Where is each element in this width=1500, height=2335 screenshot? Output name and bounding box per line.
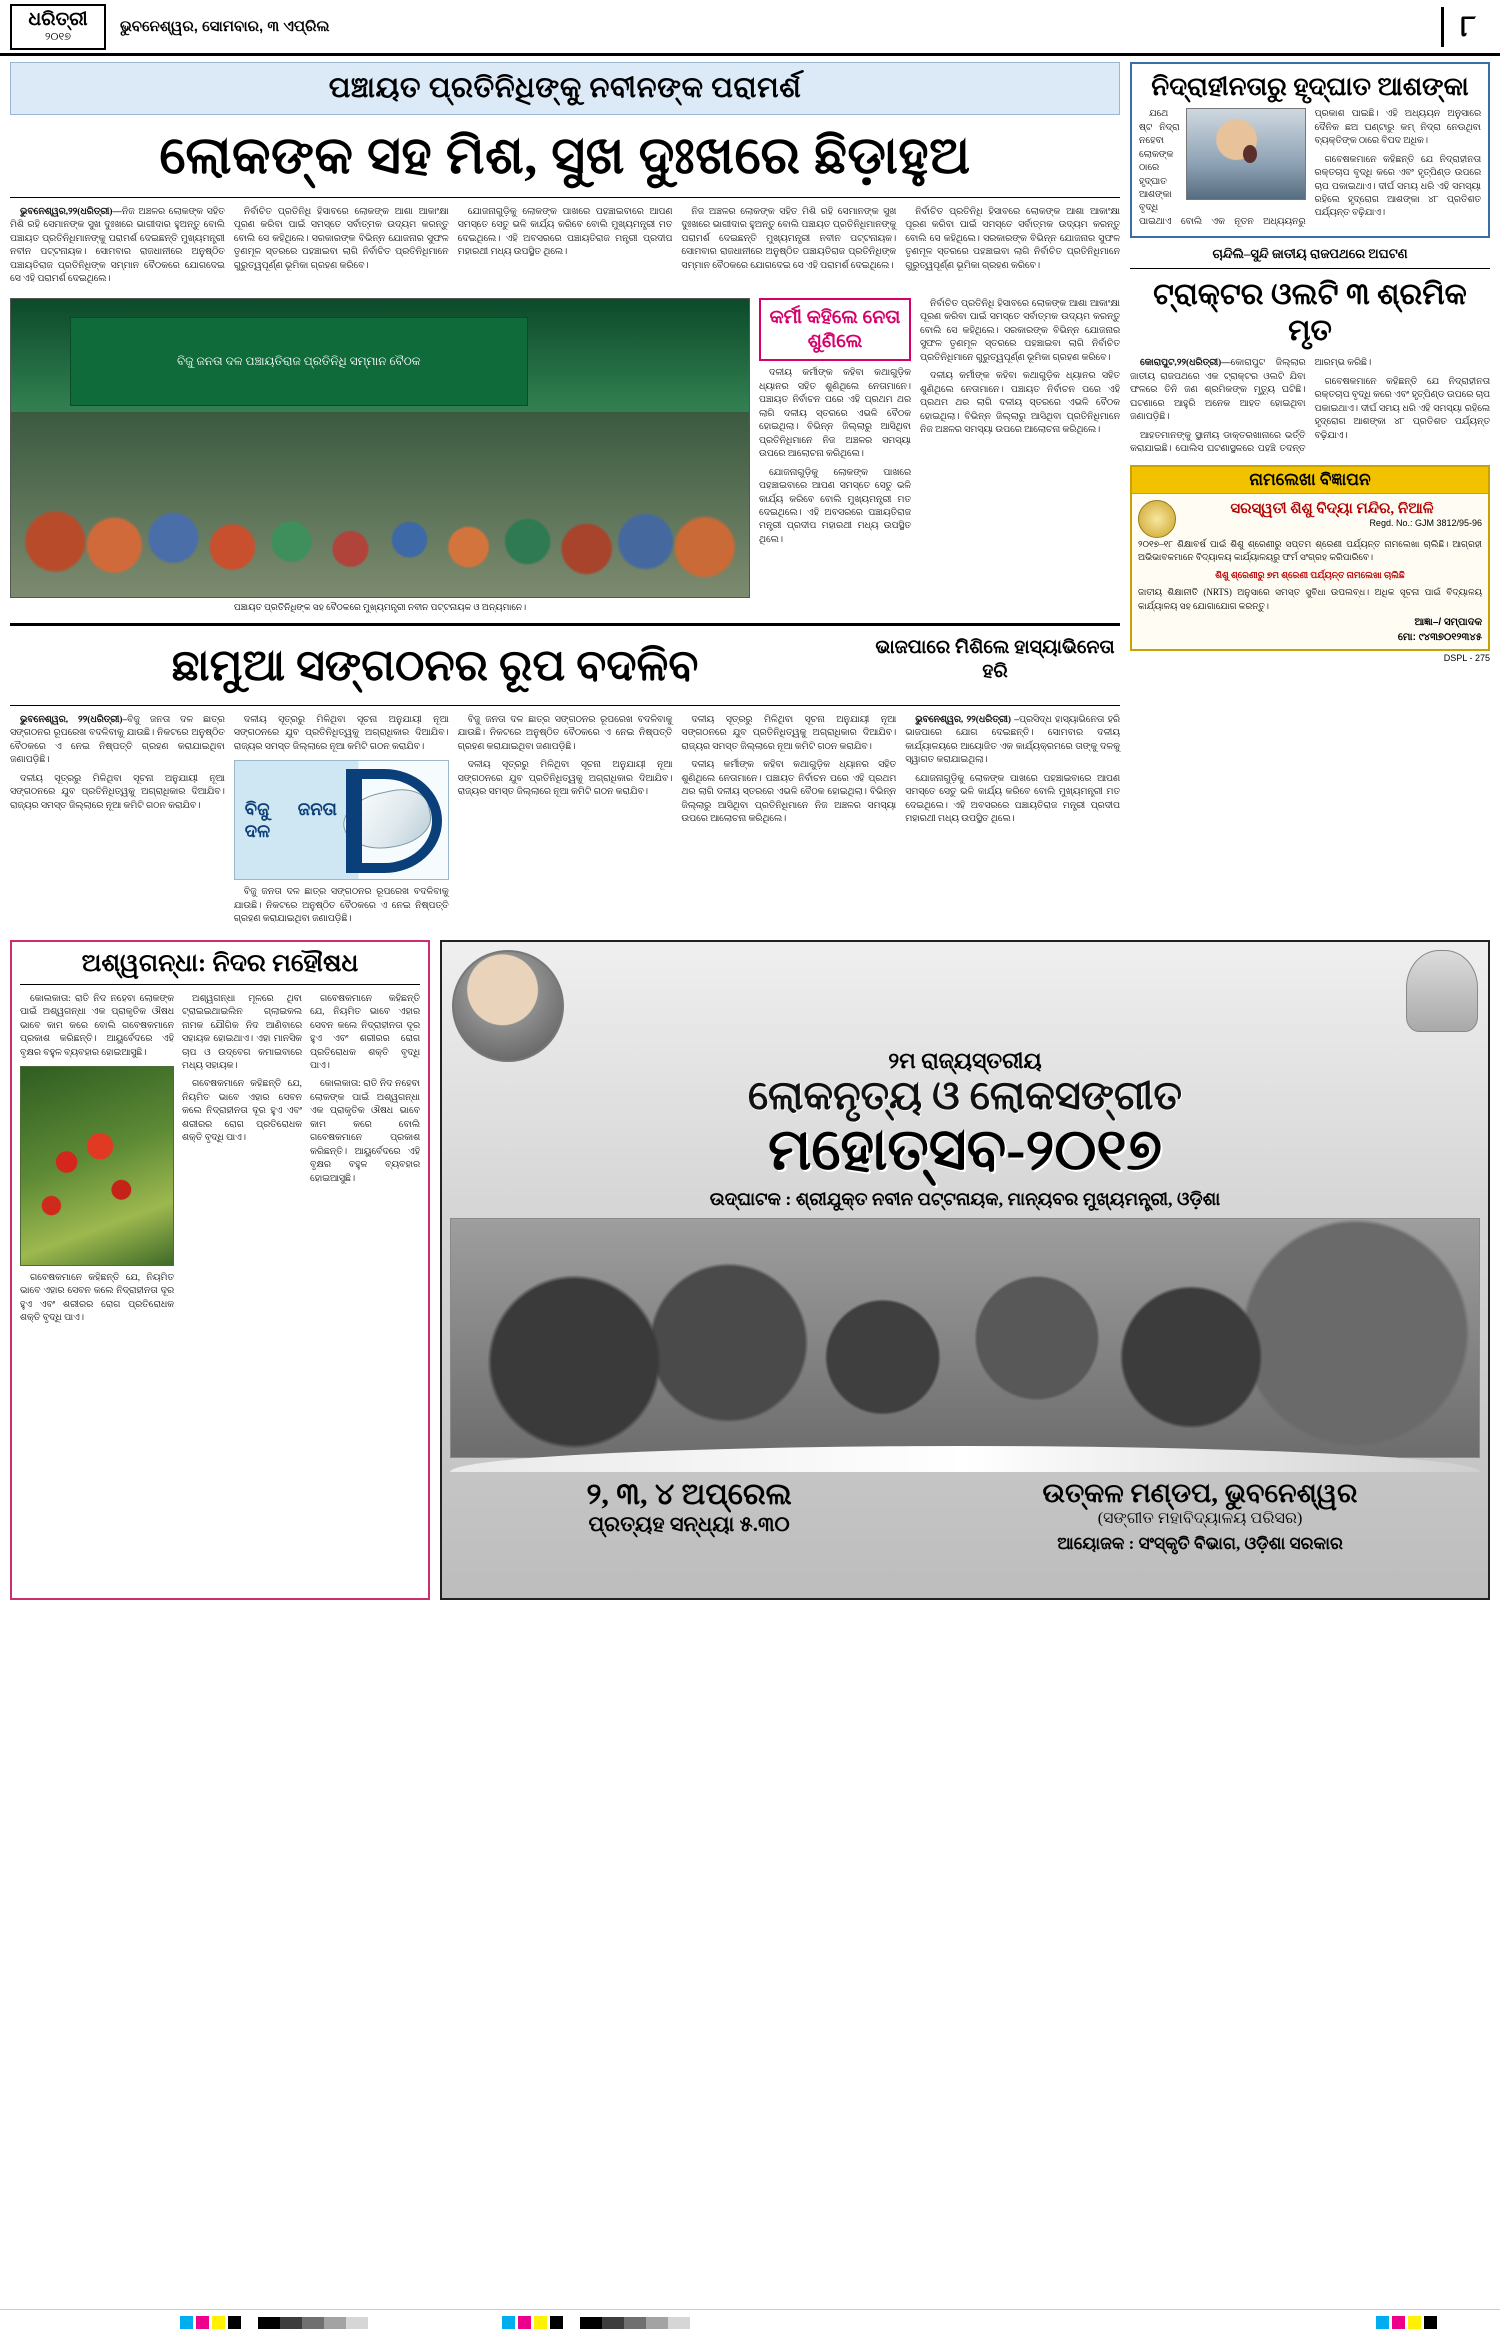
second-story-columns — [10, 714, 1120, 932]
classified-ad[interactable] — [1130, 465, 1490, 652]
color-swatch — [196, 2316, 209, 2329]
color-swatch — [228, 2316, 241, 2329]
pink-highlight-box — [759, 298, 911, 362]
color-swatch — [180, 2316, 193, 2329]
ad-venue: ଉତ୍କଳ ମଣ୍ଡପ, ଭୁବନେଶ୍ୱର — [1042, 1477, 1358, 1508]
bjp-headline: ଭାଜପାରେ ମିଶିଲେ ହାସ୍ୟାଭିନେତା ହରି — [875, 636, 1115, 682]
accident-para-3: ଗବେଷକମାନେ କହିଛନ୍ତି ଯେ ନିଦ୍ରାହୀନତା ରକ୍ତଚାପ ବୃଦ୍ଧି କରେ ଏବଂ ହୃତ୍‌ପିଣ୍ଡ ଉପରେ ଚାପ ପକାଇଥାଏ। ଦୀର୍ଘ ସମୟ ଧରି ଏହି ସମସ୍ୟା ରହିଲେ ହୃଦ୍‌ରୋଗ ଆଶଙ୍କା ୪୮ ପ୍ରତିଶତ ପର୍ଯ୍ୟନ୍ତ ବଢ଼ିଯାଏ। — [1314, 376, 1490, 441]
health-box — [1130, 62, 1490, 238]
herb-feature — [10, 940, 430, 1600]
color-registration-bar — [0, 2309, 1500, 2335]
classified-body: ୨୦୧୭–୧୮ ଶିକ୍ଷାବର୍ଷ ପାଇଁ ଶିଶୁ ଶ୍ରେଣୀରୁ ସପ୍ତମ ଶ୍ରେଣୀ ପର୍ଯ୍ୟନ୍ତ ନାମଲେଖା ଚାଲିଛି। ଆଗ୍ରହୀ ଅଭିଭାବକମାନେ ବିଦ୍ୟାଳୟ କାର୍ଯ୍ୟାଳୟରୁ ଫର୍ମ ସଂଗ୍ରହ କରିପାରିବେ। — [1138, 538, 1482, 563]
lead-para-4: ନିଜ ଅଞ୍ଚଳର ଲୋକଙ୍କ ସହିତ ମିଶି ରହି ସେମାନଙ୍କ ସୁଖ ଦୁଃଖରେ ଭାଗୀଦାର ହୁଅନ୍ତୁ ବୋଲି ପଞ୍ଚାୟତ ପ୍ରତିନିଧିମାନଙ୍କୁ ପରାମର୍ଶ ଦେଇଛନ୍ତି ମୁଖ୍ୟମନ୍ତ୍ରୀ ନବୀନ ପଟ୍ଟନାୟକ। ସୋମବାର ରାଜଧାନୀରେ ଅନୁଷ୍ଠିତ ପଞ୍ଚାୟତିରାଜ ପ୍ରତିନିଧିଙ୍କ ସମ୍ମାନ ବୈଠକରେ ଯୋଗଦେଇ ସେ ଏହି ପରାମର୍ଶ ଦେଇଥିଲେ। — [681, 207, 897, 271]
herb-para-3b: କୋଲକାତା: ରାତି ନିଦ ନହେବା ଲୋକଙ୍କ ପାଇଁ ଅଶ୍ୱଗନ୍ଧା ଏକ ପ୍ରାକୃତିକ ଔଷଧ ଭାବେ କାମ କରେ ବୋଲି ଗବେଷକମାନେ ପ୍ରକାଶ କରିଛନ୍ତି। ଆୟୁର୍ବେଦରେ ଏହି ବୃକ୍ଷର ବହୁଳ ବ୍ୟବହାର ହୋଇଆସୁଛି। — [310, 1079, 420, 1184]
extra-column — [920, 298, 1120, 615]
pink-box-title: କର୍ମୀ କହିଲେ ନେତା ଶୁଣିଲେ — [769, 306, 901, 352]
bjd-d-shape — [346, 769, 442, 873]
herb-para-1b: ଗବେଷକମାନେ କହିଛନ୍ତି ଯେ, ନିୟମିତ ଭାବେ ଏହାର ସେବନ କଲେ ନିଦ୍ରାହୀନତା ଦୂର ହୁଏ ଏବଂ ଶରୀରର ରୋଗ ପ୍ରତିରୋଧକ ଶକ୍ତି ବୃଦ୍ଧି ପାଏ। — [20, 1272, 174, 1324]
lead-dateline: ଭୁବନେଶ୍ୱର,୨୨(ଧରିତ୍ରୀ)— — [20, 207, 122, 217]
masthead-right — [1441, 7, 1490, 47]
bjp-story-head — [870, 634, 1120, 699]
gray-step-wedge-1 — [258, 2317, 368, 2329]
herb-para-2b: ଗବେଷକମାନେ କହିଛନ୍ତି ଯେ, ନିୟମିତ ଭାବେ ଏହାର ସେବନ କଲେ ନିଦ୍ରାହୀନତା ଦୂର ହୁଏ ଏବଂ ଶରୀରର ରୋଗ ପ୍ରତିରୋଧକ ଶକ୍ତି ବୃଦ୍ଧି ପାଏ। — [182, 1079, 302, 1144]
lead-headline: ଲୋକଙ୍କ ସହ ମିଶ, ସୁଖ ଦୁଃଖରେ ଛିଡ଼ାହୁଅ — [159, 128, 971, 185]
classified-regd: Regd. No.: GJM 3812/95-96 — [1369, 517, 1482, 528]
top-columns — [10, 62, 1490, 932]
pink-box-column — [759, 298, 911, 615]
herb-col-3 — [310, 993, 420, 1331]
bjp-para-1: ପ୍ରସିଦ୍ଧ ହାସ୍ୟାଭିନେତା ହରି ଭାଜପାରେ ଯୋଗ ଦେଇଛନ୍ତି। ସୋମବାର ଦଳୀୟ କାର୍ଯ୍ୟାଳୟରେ ଆୟୋଜିତ ଏକ କାର୍ଯ୍ୟକ୍ରମରେ ତାଙ୍କୁ ଦଳକୁ ସ୍ୱାଗତ କରାଯାଇଥିଲା। — [905, 714, 1120, 766]
lead-col-3 — [458, 206, 673, 292]
second-col-1 — [10, 714, 225, 932]
masthead — [0, 0, 1500, 56]
second-para-3b: ଦଳୀୟ ସୂତ୍ରରୁ ମିଳିଥିବା ସୂଚନା ଅନୁଯାୟୀ ନୂଆ ସଙ୍ଗଠନରେ ଯୁବ ପ୍ରତିନିଧିତ୍ୱକୁ ଅଗ୍ରାଧିକାର ଦିଆଯିବ। ରାଜ୍ୟର ସମସ୍ତ ଜିଲ୍ଲାରେ ନୂଆ କମିଟି ଗଠନ କରାଯିବ। — [457, 760, 673, 798]
publication-logo — [10, 4, 106, 50]
second-para-1: ବିଜୁ ଜନତା ଦଳ ଛାତ୍ର ସଙ୍ଗଠନର ରୂପରେଖ ବଦଳିବାକୁ ଯାଉଛି। ନିକଟରେ ଅନୁଷ୍ଠିତ ବୈଠକରେ ଏ ନେଇ ନିଷ୍ପତ୍ତି ଗ୍ରହଣ କରାଯାଇଥିବା ଜଣାପଡ଼ିଛି। — [10, 714, 225, 766]
lead-col-2 — [234, 206, 449, 292]
herb-col-1 — [20, 993, 174, 1060]
page-number: ୮ — [1460, 9, 1476, 43]
color-swatch — [212, 2316, 225, 2329]
divider-3 — [1130, 268, 1490, 269]
bjp-para-2: ଯୋଜନାଗୁଡ଼ିକୁ ଲୋକଙ୍କ ପାଖରେ ପହଞ୍ଚାଇବାରେ ଆପଣ ସମସ୍ତେ ସେତୁ ଭଳି କାର୍ଯ୍ୟ କରିବେ ବୋଲି ମୁଖ୍ୟମନ୍ତ୍ରୀ ମତ ଦେଇଥିଲେ। ଏହି ଅବସରରେ ପଞ୍ଚାୟତିରାଜ ମନ୍ତ୍ରୀ ପ୍ରଦୀପ ମହାରଥୀ ମଧ୍ୟ ଉପସ୍ଥିତ ଥିଲେ। — [905, 773, 1120, 825]
accident-kicker: ଚାନ୍ଦିଲି–ସୁନ୍ଦି ଜାତୀୟ ରାଜପଥରେ ଅଘଟଣ — [1212, 246, 1408, 262]
classified-school-name: ସରସ୍ୱତୀ ଶିଶୁ ବିଦ୍ୟା ମନ୍ଦିର, ନିଆଳି — [1230, 500, 1434, 517]
health-para-2: ଗବେଷକମାନେ କହିଛନ୍ତି ଯେ ନିଦ୍ରାହୀନତା ରକ୍ତଚାପ ବୃଦ୍ଧି କରେ ଏବଂ ହୃତ୍‌ପିଣ୍ଡ ଉପରେ ଚାପ ପକାଇଥାଏ। ଦୀର୍ଘ ସମୟ ଧରି ଏହି ସମସ୍ୟା ରହିଲେ ହୃଦ୍‌ରୋଗ ଆଶଙ୍କା ୪୮ ପ୍ରତିଶତ ପର୍ଯ୍ୟନ୍ତ ବଢ଼ିଯାଏ। — [1314, 154, 1481, 219]
second-story-row — [10, 634, 1120, 699]
health-headline: ନିଦ୍ରାହୀନତାରୁ ହୃଦ୍‌ଘାତ ଆଶଙ୍କା — [1151, 72, 1469, 101]
right-zone — [1130, 62, 1490, 932]
lead-para-5: ନିର୍ବାଚିତ ପ୍ରତିନିଧି ହିସାବରେ ଲୋକଙ୍କ ଆଶା ଆକାଂକ୍ଷା ପୂରଣ କରିବା ପାଇଁ ସମସ୍ତେ ସର୍ବାତ୍ମକ ଉଦ୍ୟମ କରନ୍ତୁ ବୋଲି ସେ କହିଥିଲେ। ସରକାରଙ୍କ ବିଭିନ୍ନ ଯୋଜନାର ସୁଫଳ ତୃଣମୂଳ ସ୍ତରରେ ପହଞ୍ଚାଇବା ଲାଗି ନିର୍ବାଚିତ ପ୍ରତିନିଧିମାନେ ଗୁରୁତ୍ୱପୂର୍ଣ୍ଣ ଭୂମିକା ଗ୍ରହଣ କରିବେ। — [905, 207, 1120, 271]
classified-highlight: ଶିଶୁ ଶ୍ରେଣୀରୁ ୭ମ ଶ୍ରେଣୀ ପର୍ଯ୍ୟନ୍ତ ନାମଲେଖା ଚାଲିଛି — [1215, 569, 1405, 580]
ad-footer-left — [454, 1478, 924, 1554]
accident-body — [1130, 357, 1490, 456]
color-swatch — [1424, 2316, 1437, 2329]
accident-headline: ଟ୍ରାକ୍ଟର ଓଲଟି ୩ ଶ୍ରମିକ ମୃତ — [1153, 278, 1467, 348]
herb-layout — [20, 993, 420, 1331]
second-col-2 — [234, 714, 449, 932]
ad-line-1: ୨ମ ରାଜ୍ୟସ୍ତରୀୟ — [888, 1047, 1042, 1073]
extra-para-1: ନିର୍ବାଚିତ ପ୍ରତିନିଧି ହିସାବରେ ଲୋକଙ୍କ ଆଶା ଆକାଂକ୍ଷା ପୂରଣ କରିବା ପାଇଁ ସମସ୍ତେ ସର୍ବାତ୍ମକ ଉଦ୍ୟମ କରନ୍ତୁ ବୋଲି ସେ କହିଥିଲେ। ସରକାରଙ୍କ ବିଭିନ୍ନ ଯୋଜନାର ସୁଫଳ ତୃଣମୂଳ ସ୍ତରରେ ପହଞ୍ଚାଇବା ଲାଗି ନିର୍ବାଚିତ ପ୍ରତିନିଧିମାନେ ଗୁରୁତ୍ୱପୂର୍ଣ୍ଣ ଭୂମିକା ଗ୍ରହଣ କରିବେ। — [920, 298, 1120, 363]
bjp-dateline: ଭୁବନେଶ୍ୱର, ୨୨(ଧରିତ୍ରୀ) – — [915, 714, 1019, 725]
bottom-row — [10, 940, 1490, 1600]
color-swatch — [518, 2316, 531, 2329]
logo-year: ୨୦୧୭ — [45, 30, 71, 43]
health-body — [1139, 108, 1481, 229]
ad-venue-sub: (ସଙ୍ଗୀତ ମହାବିଦ୍ୟାଳୟ ପରିସର) — [1097, 1509, 1303, 1527]
second-para-1b: ଦଳୀୟ ସୂତ୍ରରୁ ମିଳିଥିବା ସୂଚନା ଅନୁଯାୟୀ ନୂଆ ସଙ୍ଗଠନରେ ଯୁବ ପ୍ରତିନିଧିତ୍ୱକୁ ଅଗ୍ରାଧିକାର ଦିଆଯିବ। ରାଜ୍ୟର ସମସ୍ତ ଜିଲ୍ଲାରେ ନୂଆ କମିଟି ଗଠନ କରାଯିବ। — [10, 773, 225, 811]
extra-para-2: ଦଳୀୟ କର୍ମୀଙ୍କ କହିବା କଥାଗୁଡ଼ିକ ଧ୍ୟାନର ସହିତ ଶୁଣିଥିଲେ ନେତାମାନେ। ପଞ୍ଚାୟତ ନିର୍ବାଚନ ପରେ ଏହି ପ୍ରଥମ ଥର ଲାଗି ଦଳୀୟ ସ୍ତରରେ ଏଭଳି ବୈଠକ ହୋଇଥିଲା। ବିଭିନ୍ନ ଜିଲ୍ଲାରୁ ଆସିଥିବା ପ୍ରତିନିଧିମାନେ ନିଜ ଅଞ୍ଚଳର ସମସ୍ୟା ଉପରେ ଆଲୋଚନା କରିଥିଲେ। — [920, 371, 1120, 436]
lead-photo — [10, 298, 750, 598]
photo-detail — [1243, 145, 1257, 163]
lead-para-2: ନିର୍ବାଚିତ ପ୍ରତିନିଧି ହିସାବରେ ଲୋକଙ୍କ ଆଶା ଆକାଂକ୍ଷା ପୂରଣ କରିବା ପାଇଁ ସମସ୍ତେ ସର୍ବାତ୍ମକ ଉଦ୍ୟମ କରନ୍ତୁ ବୋଲି ସେ କହିଥିଲେ। ସରକାରଙ୍କ ବିଭିନ୍ନ ଯୋଜନାର ସୁଫଳ ତୃଣମୂଳ ସ୍ତରରେ ପହଞ୍ଚାଇବା ଲାଗି ନିର୍ବାଚିତ ପ୍ରତିନିଧିମାନେ ଗୁରୁତ୍ୱପୂର୍ଣ୍ଣ ଭୂମିକା ଗ୍ରହଣ କରିବେ। — [233, 207, 449, 271]
classified-band-label: ନାମଲେଖା ବିଜ୍ଞାପନ — [1132, 467, 1488, 494]
divider-thick — [10, 623, 1120, 626]
masthead-divider — [1441, 7, 1444, 47]
lead-body-columns — [10, 206, 1120, 292]
color-swatch — [1376, 2316, 1389, 2329]
color-swatch — [1408, 2316, 1421, 2329]
color-swatch — [1392, 2316, 1405, 2329]
classified-header-row — [1138, 500, 1482, 528]
herb-col-2 — [182, 993, 302, 1331]
herb-col-1b — [20, 1272, 174, 1326]
gray-step-wedge-2 — [580, 2317, 690, 2329]
health-para-1: ଯଥେଷ୍ଟ ନିଦ୍ରା ନହେବା ଲୋକଙ୍କ ଠାରେ ହୃଦ୍‌ଘାତ ଆଶଙ୍କା ବୃଦ୍ଧି ପାଇଥାଏ ବୋଲି ଏକ ନୂତନ ଅଧ୍ୟୟନରୁ ପ୍ରକାଶ ପାଇଛି। ଏହି ଅଧ୍ୟୟନ ଅନୁସାରେ ଦୈନିକ ଛଅ ଘଣ୍ଟାରୁ କମ୍ ନିଦ୍ରା ନେଉଥିବା ବ୍ୟକ୍ତିଙ୍କ ଠାରେ ବିପଦ ଅଧିକ। — [1139, 109, 1481, 227]
swatch-group-3 — [1376, 2316, 1440, 2329]
page-content — [0, 56, 1500, 1600]
herb-para-2: ଅଶ୍ୱଗନ୍ଧା ମୂଳରେ ଥିବା ଟ୍ରାଇଇଥାଇଲିନ ଗ୍ଲାଇକଲ ନାମକ ଯୌଗିକ ନିଦ ଆଣିବାରେ ସହାୟକ ହୋଇଥାଏ। ଏହା ମାନସିକ ଚାପ ଓ ଉଦ୍‌ବେଗ କମାଇବାରେ ମଧ୍ୟ ସହାୟକ। — [182, 993, 302, 1071]
ad-line-2: ଲୋକନୃତ୍ୟ ଓ ଲୋକସଙ୍ଗୀତ — [747, 1072, 1183, 1118]
second-story-main — [10, 634, 860, 699]
lead-para-1: ନିଜ ଅଞ୍ଚଳର ଲୋକଙ୍କ ସହିତ ମିଶି ରହି ସେମାନଙ୍କ ସୁଖ ଦୁଃଖରେ ଭାଗୀଦାର ହୁଅନ୍ତୁ ବୋଲି ପଞ୍ଚାୟତ ପ୍ରତିନିଧିମାନଙ୍କୁ ପରାମର୍ଶ ଦେଇଛନ୍ତି ମୁଖ୍ୟମନ୍ତ୍ରୀ ନବୀନ ପଟ୍ଟନାୟକ। ସୋମବାର ରାଜଧାନୀରେ ଅନୁଷ୍ଠିତ ପଞ୍ଚାୟତିରାଜ ପ୍ରତିନିଧିଙ୍କ ସମ୍ମାନ ବୈଠକରେ ଯୋଗଦେଇ ସେ ଏହି ପରାମର୍ଶ ଦେଇଥିଲେ। — [10, 207, 225, 285]
pink-box-body — [759, 367, 911, 547]
second-col-3 — [458, 714, 673, 932]
bjp-story-col — [905, 714, 1120, 932]
lead-para-3: ଯୋଜନାଗୁଡ଼ିକୁ ଲୋକଙ୍କ ପାଖରେ ପହଞ୍ଚାଇବାରେ ଆପଣ ସମସ୍ତେ ସେତୁ ଭଳି କାର୍ଯ୍ୟ କରିବେ ବୋଲି ମୁଖ୍ୟମନ୍ତ୍ରୀ ମତ ଦେଇଥିଲେ। ଏହି ଅବସରରେ ପଞ୍ଚାୟତିରାଜ ମନ୍ତ୍ରୀ ପ୍ରଦୀପ ମହାରଥୀ ମଧ୍ୟ ଉପସ୍ଥିତ ଥିଲେ। — [457, 207, 673, 258]
divider-4 — [20, 984, 420, 985]
extra-column-body — [920, 298, 1120, 438]
ashwagandha-photo — [20, 1066, 174, 1266]
lead-kicker: ପଞ୍ଚାୟତ ପ୍ରତିନିଧିଙ୍କୁ ନବୀନଙ୍କ ପରାମର୍ଶ — [10, 62, 1120, 115]
second-headline: ଛାମୁଆ ସଙ୍ଗଠନର ରୂପ ବଦଳିବ — [171, 640, 699, 690]
herb-left — [20, 993, 174, 1331]
second-para-3: ବିଜୁ ଜନତା ଦଳ ଛାତ୍ର ସଙ୍ଗଠନର ରୂପରେଖ ବଦଳିବାକୁ ଯାଉଛି। ନିକଟରେ ଅନୁଷ୍ଠିତ ବୈଠକରେ ଏ ନେଇ ନିଷ୍ପତ୍ତି ଗ୍ରହଣ କରାଯାଇଥିବା ଜଣାପଡ଼ିଛି। — [457, 714, 673, 752]
accident-para-2: ଆହତମାନଙ୍କୁ ସ୍ଥାନୀୟ ଡାକ୍ତରଖାନାରେ ଭର୍ତ୍ତି କରାଯାଇଛି। ପୋଲିସ ଘଟଣାସ୍ଥଳରେ ପହଞ୍ଚି ତଦନ୍ତ ଆରମ୍ଭ କରିଛି। — [1130, 358, 1372, 455]
ad-inaugurator: ଉଦ୍‌ଘାଟକ : ଶ୍ରୀଯୁକ୍ତ ନବୀନ ପଟ୍ଟନାୟକ, ମାନ୍ୟବର ମୁଖ୍ୟମନ୍ତ୍ରୀ, ଓଡ଼ିଶା — [709, 1188, 1221, 1209]
photo-crowd — [11, 412, 749, 597]
ad-footer-right — [924, 1478, 1476, 1554]
ad-code: DSPL - 275 — [1443, 653, 1490, 664]
ad-time: ପ୍ରତ୍ୟହ ସନ୍ଧ୍ୟା ୫.୩୦ — [588, 1511, 790, 1536]
second-para-4: ଦଳୀୟ ସୂତ୍ରରୁ ମିଳିଥିବା ସୂଚନା ଅନୁଯାୟୀ ନୂଆ ସଙ୍ଗଠନରେ ଯୁବ ପ୍ରତିନିଧିତ୍ୱକୁ ଅଗ୍ରାଧିକାର ଦିଆଯିବ। ରାଜ୍ୟର ସମସ୍ତ ଜିଲ୍ଲାରେ ନୂଆ କମିଟି ଗଠନ କରାଯିବ। — [681, 714, 897, 752]
second-para-2: ଦଳୀୟ ସୂତ୍ରରୁ ମିଳିଥିବା ସୂଚନା ଅନୁଯାୟୀ ନୂଆ ସଙ୍ଗଠନରେ ଯୁବ ପ୍ରତିନିଧିତ୍ୱକୁ ଅଗ୍ରାଧିକାର ଦିଆଯିବ। ରାଜ୍ୟର ସମସ୍ତ ଜିଲ୍ଲାରେ ନୂଆ କମିଟି ଗଠନ କରାଯିବ। — [233, 714, 449, 752]
classified-note: ଜାତୀୟ ଶିକ୍ଷାନୀତି (NRTS) ଅନୁସାରେ ସମସ୍ତ ସୁବିଧା ଉପଲବ୍ଧ। ଅଧିକ ସୂଚନା ପାଇଁ ବିଦ୍ୟାଳୟ କାର୍ଯ୍ୟାଳୟ ସହ ଯୋଗାଯୋଗ କରନ୍ତୁ। — [1138, 587, 1482, 611]
second-col-4 — [681, 714, 896, 932]
festival-advertisement[interactable] — [440, 940, 1490, 1600]
accident-dateline: କୋରାପୁଟ,୨୨(ଧରିତ୍ରୀ)— — [1140, 358, 1231, 369]
classified-inner — [1132, 494, 1488, 650]
divider-2 — [10, 705, 1120, 706]
ad-line-3: ମହୋତ୍ସବ-୨୦୧୭ — [767, 1116, 1163, 1182]
issue-dateline: ଭୁବନେଶ୍ୱର, ସୋମବାର, ୩ ଏପ୍ରିଲ — [120, 18, 330, 35]
school-emblem-icon — [1138, 500, 1176, 538]
classified-phone: ମୋ: ୯୪୩୭୦୧୨୩୪୫ — [1397, 632, 1482, 644]
lead-col-4 — [681, 206, 896, 292]
color-swatch — [534, 2316, 547, 2329]
divider — [10, 197, 1120, 198]
left-zone — [10, 62, 1120, 932]
ad-organiser: ଆୟୋଜକ : ସଂସ୍କୃତି ବିଭାଗ, ଓଡ଼ିଶା ସରକାର — [1057, 1533, 1343, 1553]
heart-attack-photo — [1186, 108, 1306, 200]
accident-para-1: କୋରାପୁଟ ଜିଲ୍ଲାର ଜାତୀୟ ରାଜପଥରେ ଏକ ଟ୍ରାକ୍ଟର ଓଲଟି ଯିବା ଫଳରେ ତିନି ଜଣ ଶ୍ରମିକଙ୍କ ମୃତ୍ୟୁ ଘଟିଛି। ଘଟଣାରେ ଆହୁରି ଅନେକ ଆହତ ହୋଇଥିବା ଜଣାପଡ଼ିଛି। — [1130, 358, 1306, 423]
logo-title: ଧରିତ୍ରୀ — [28, 8, 88, 30]
ad-dates: ୨, ୩, ୪ ଅପ୍ରେଲ — [586, 1477, 792, 1511]
color-swatch — [550, 2316, 563, 2329]
herb-para-1: କୋଲକାତା: ରାତି ନିଦ ନହେବା ଲୋକଙ୍କ ପାଇଁ ଅଶ୍ୱଗନ୍ଧା ଏକ ପ୍ରାକୃତିକ ଔଷଧ ଭାବେ କାମ କରେ ବୋଲି ଗବେଷକମାନେ ପ୍ରକାଶ କରିଛନ୍ତି। ଆୟୁର୍ବେଦରେ ଏହି ବୃକ୍ଷର ବହୁଳ ବ୍ୟବହାର ହୋଇଆସୁଛି। — [20, 993, 174, 1058]
lead-photo-caption: ପଞ୍ଚାୟତ ପ୍ରତିନିଧିଙ୍କ ସହ ବୈଠକରେ ମୁଖ୍ୟମନ୍ତ୍ରୀ ନବୀନ ପଟ୍ଟନାୟକ ଓ ଅନ୍ୟମାନେ। — [233, 601, 527, 612]
classified-signature: ଆଜ୍ଞା–/ ସମ୍ପାଦକ — [1414, 617, 1482, 629]
swatch-group-1 — [180, 2316, 244, 2329]
pink-box-text-2: ଯୋଜନାଗୁଡ଼ିକୁ ଲୋକଙ୍କ ପାଖରେ ପହଞ୍ଚାଇବାରେ ଆପଣ ସମସ୍ତେ ସେତୁ ଭଳି କାର୍ଯ୍ୟ କରିବେ ବୋଲି ମୁଖ୍ୟମନ୍ତ୍ରୀ ମତ ଦେଇଥିଲେ। ଏହି ଅବସରରେ ପଞ୍ଚାୟତିରାଜ ମନ୍ତ୍ରୀ ପ୍ରଦୀପ ମହାରଥୀ ମଧ୍ୟ ଉପସ୍ଥିତ ଥିଲେ। — [759, 467, 911, 545]
photo-backdrop-banner: ବିଜୁ ଜନତା ଦଳ ପଞ୍ଚାୟତିରାଜ ପ୍ରତିନିଧି ସମ୍ମାନ ବୈଠକ — [70, 317, 528, 406]
lead-col-5 — [905, 206, 1120, 292]
ad-top-row — [442, 942, 1488, 1062]
pink-box-text: ଦଳୀୟ କର୍ମୀଙ୍କ କହିବା କଥାଗୁଡ଼ିକ ଧ୍ୟାନର ସହିତ ଶୁଣିଥିଲେ ନେତାମାନେ। ପଞ୍ଚାୟତ ନିର୍ବାଚନ ପରେ ଏହି ପ୍ରଥମ ଥର ଲାଗି ଦଳୀୟ ସ୍ତରରେ ଏଭଳି ବୈଠକ ହୋଇଥିଲା। ବିଭିନ୍ନ ଜିଲ୍ଲାରୁ ଆସିଥିବା ପ୍ରତିନିଧିମାନେ ନିଜ ଅଞ୍ଚଳର ସମସ୍ୟା ଉପରେ ଆଲୋଚନା କରିଥିଲେ। — [759, 368, 911, 460]
lead-photo-block — [10, 298, 750, 615]
lead-col-1 — [10, 206, 225, 292]
ad-footer — [442, 1472, 1488, 1564]
swatch-group-2 — [502, 2316, 566, 2329]
herb-para-3: ଗବେଷକମାନେ କହିଛନ୍ତି ଯେ, ନିୟମିତ ଭାବେ ଏହାର ସେବନ କଲେ ନିଦ୍ରାହୀନତା ଦୂର ହୁଏ ଏବଂ ଶରୀରର ରୋଗ ପ୍ରତିରୋଧକ ଶକ୍ତି ବୃଦ୍ଧି ପାଏ। — [310, 993, 420, 1071]
photo-and-pinkbox-row — [10, 298, 1120, 615]
herb-headline: ଅଶ୍ୱଗନ୍ଧା: ନିଦର ମହୌଷଧ — [81, 949, 359, 977]
second-dateline: ଭୁବନେଶ୍ୱର, ୨୨(ଧରିତ୍ରୀ)– — [20, 714, 128, 725]
bjd-logo-text: ବିଜୁ ଜନତା ଦଳ — [244, 798, 337, 842]
government-emblem-icon — [1406, 950, 1478, 1032]
ad-dancers-photo — [450, 1218, 1480, 1458]
bjd-party-logo — [234, 760, 449, 880]
chief-minister-photo — [452, 950, 564, 1062]
color-swatch — [502, 2316, 515, 2329]
second-para-4b: ଦଳୀୟ କର୍ମୀଙ୍କ କହିବା କଥାଗୁଡ଼ିକ ଧ୍ୟାନର ସହିତ ଶୁଣିଥିଲେ ନେତାମାନେ। ପଞ୍ଚାୟତ ନିର୍ବାଚନ ପରେ ଏହି ପ୍ରଥମ ଥର ଲାଗି ଦଳୀୟ ସ୍ତରରେ ଏଭଳି ବୈଠକ ହୋଇଥିଲା। ବିଭିନ୍ନ ଜିଲ୍ଲାରୁ ଆସିଥିବା ପ୍ରତିନିଧିମାନେ ନିଜ ଅଞ୍ଚଳର ସମସ୍ୟା ଉପରେ ଆଲୋଚନା କରିଥିଲେ। — [681, 760, 897, 825]
second-para-2b: ବିଜୁ ଜନତା ଦଳ ଛାତ୍ର ସଙ୍ଗଠନର ରୂପରେଖ ବଦଳିବାକୁ ଯାଉଛି। ନିକଟରେ ଅନୁଷ୍ଠିତ ବୈଠକରେ ଏ ନେଇ ନିଷ୍ପତ୍ତି ଗ୍ରହଣ କରାଯାଇଥିବା ଜଣାପଡ଼ିଛି। — [233, 887, 449, 925]
